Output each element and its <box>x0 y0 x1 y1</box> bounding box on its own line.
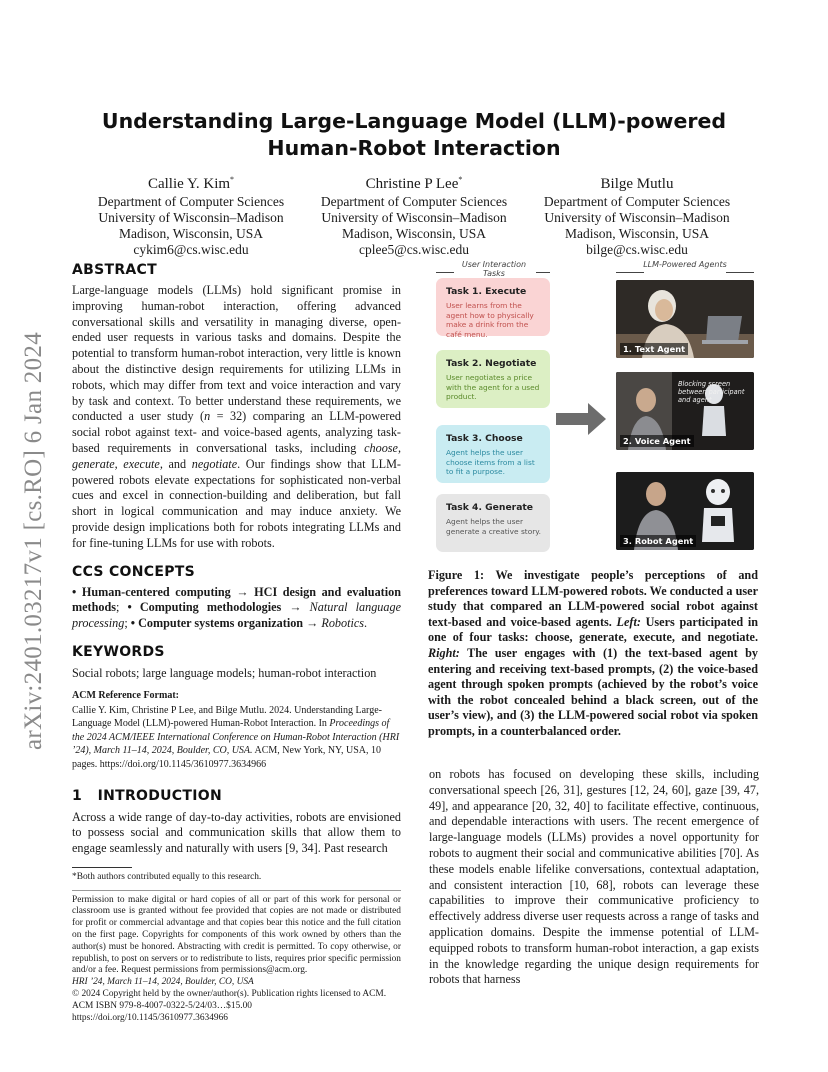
permission-rule <box>72 890 401 891</box>
author-location: Madison, Wisconsin, USA <box>119 226 263 241</box>
intro-heading: 1 INTRODUCTION <box>72 787 222 804</box>
abstract-text <box>72 283 401 552</box>
figure-caption <box>428 568 758 740</box>
author-mark: * <box>230 175 235 184</box>
author-name: Bilge Mutlu <box>600 176 674 192</box>
task-card-generate <box>436 494 550 552</box>
acm-ref-heading: ACM Reference Format: <box>72 689 179 701</box>
ccs-concept: • Human-centered computing → HCI design and evaluation methods <box>72 584 401 615</box>
author-name: Callie Y. Kim <box>147 176 231 192</box>
caption-part: Users participated in one of four tasks: choose, generate, execute, and negotiate. <box>428 614 758 645</box>
author-univ: University of Wisconsin–Madison <box>544 210 730 225</box>
abstract-heading: ABSTRACT <box>72 262 157 278</box>
ccs-sep: ; <box>124 616 131 631</box>
footnote-rule <box>72 867 132 868</box>
task-card-negotiate <box>436 350 550 408</box>
author-location: Madison, Wisconsin, USA <box>342 226 486 241</box>
author-email[interactable]: cplee5@cs.wisc.edu <box>359 242 469 257</box>
author-email[interactable]: bilge@cs.wisc.edu <box>586 242 688 257</box>
abstract-part: Large-language models (LLMs) hold significant promise in improving human-robot interaction, offering advanced conversational skills and versatility in managing diverse, open-ended user requests in various tasks and domains. Despite the potential to transform human-robot interaction, very little is known about the distinctive design requirements for utilizing LLMs in robots, which may differ from text and voice interaction and vary by task and context. To better understand these requirements, we conducted a user study ( <box>72 283 401 424</box>
author-univ: University of Wisconsin–Madison <box>321 210 507 225</box>
right-panel-heading: LLM-Powered Agents <box>643 260 727 269</box>
ccs-sep: ; <box>116 600 128 615</box>
abstract-n: n <box>204 409 211 424</box>
task-desc: Agent helps the user generate a creative story. <box>446 517 541 536</box>
author-univ: University of Wisconsin–Madison <box>98 210 284 225</box>
conference-line: HRI ’24, March 11–14, 2024, Boulder, CO, USA <box>72 977 254 988</box>
ccs-concept: • Computer systems organization → <box>130 616 319 631</box>
agent-label: 1. Text Agent <box>620 343 688 355</box>
keywords-heading: KEYWORDS <box>72 643 165 660</box>
caption-part: The user engages with (1) the text-based agent by entering and receiving text-based prompts, (2) the voice-based agent through spoken prompts (achieved by the robot’s voice with the robot concealed behind a black screen, out of the user’s view), and (3) the LLM-powered social robot via spoken prompts, in a counterbalanced order. <box>428 645 758 738</box>
left-column <box>72 262 401 1024</box>
intro-text: Across a wide range of day-to-day activities, robots are envisioned to possess social and communication skills that allow them to engage seamlessly and naturally with users [9, 34]. Past research <box>72 809 401 856</box>
agent-label: 2. Voice Agent <box>620 435 694 447</box>
task-desc: User negotiates a price with the agent for a used product. <box>446 373 540 401</box>
paper-title <box>70 108 758 162</box>
screen-note: Blocking screen between participant and agent <box>678 380 745 404</box>
author-block-2 <box>299 170 529 258</box>
task-name: Task 2. Negotiate <box>446 358 537 369</box>
figure-1 <box>428 258 758 558</box>
author-mark: * <box>458 175 463 184</box>
acm-ref-part: ACM, New York, NY, USA, 10 pages. https://doi.org/10.1145/3610977.3634966 <box>72 745 381 770</box>
acm-ref-part: Callie Y. Kim, Christine P Lee, and Bilge Mutlu. 2024. Understanding Large-Language Model (LLM)-powered Human-Robot Interaction. In <box>72 704 382 730</box>
left-panel-heading: User Interaction Tasks <box>461 260 527 278</box>
abstract-tasks: choose, generate, execute, <box>72 440 401 471</box>
task-card-choose <box>436 425 550 483</box>
right-head-rule <box>726 272 754 273</box>
abstract-part: and <box>162 456 192 471</box>
task-name: Task 4. Generate <box>446 502 534 513</box>
acm-ref-text <box>72 704 401 772</box>
title-line-2: Human-Robot Interaction <box>267 136 561 160</box>
agent-label: 3. Robot Agent <box>620 535 696 547</box>
isbn-line: ACM ISBN 979-8-4007-0322-5/24/03…$15.00 <box>72 1000 252 1011</box>
permission-notice: Permission to make digital or hard copies of all or part of this work for personal or classroom use is granted without fee provided that copies are not made or distributed for profit or commercial advantage and that copies bear this notice and the full citation on the first page. Copyrights for components of this work owned by others than the author(s) must be honored. Abstracting with credit is permitted. To copy otherwise, or republish, to post on servers or to redistribute to lists, requires prior specific permission and/or a fee. Request permissions from permissions@acm.org. <box>72 894 401 976</box>
abstract-negotiate: negotiate <box>191 456 238 471</box>
task-desc: Agent helps the user choose items from a list to fit a purpose. <box>446 448 535 476</box>
photo-robot-agent <box>616 472 754 550</box>
caption-part: Figure 1: We investigate people’s perceptions of and preferences toward LLM-powered robots. We conducted a user study that compared an LLM-powered social robot against text-based and voice-based agents. <box>428 568 758 629</box>
ccs-concept: • Computing methodologies → <box>127 600 302 615</box>
left-head-rule <box>536 272 550 273</box>
author-location: Madison, Wisconsin, USA <box>565 226 709 241</box>
arxiv-side-stamp: arXiv:2401.03217v1 [cs.RO] 6 Jan 2024 <box>20 332 47 750</box>
abstract-part: = 32) comparing an LLM-powered social robot against text- and voice-based agents, analyzing task-based requirements in conversational tasks, including <box>72 409 401 455</box>
caption-left-label: Left: <box>616 614 641 629</box>
title-line-1: Understanding Large-Language Model (LLM)-powered <box>101 109 727 133</box>
keywords-text: Social robots; large language models; human-robot interaction <box>72 665 377 680</box>
caption-right-label: Right: <box>428 645 460 660</box>
task-name: Task 3. Choose <box>446 433 523 444</box>
ccs-concept-leaf: Robotics <box>318 616 365 631</box>
photo-text-agent <box>616 280 754 358</box>
ccs-concept-leaf: Natural language processing <box>72 600 401 631</box>
right-arrow-icon <box>556 402 608 436</box>
doi-line[interactable]: https://doi.org/10.1145/3610977.3634966 <box>72 1012 228 1023</box>
right-head-rule <box>616 272 644 273</box>
ccs-heading: CCS CONCEPTS <box>72 563 195 580</box>
copyright-line: © 2024 Copyright held by the owner/author(s). Publication rights licensed to ACM. <box>72 989 387 1000</box>
ccs-sep: . <box>364 616 368 631</box>
task-card-execute <box>436 278 550 339</box>
photo-voice-agent <box>616 372 754 450</box>
task-desc: User learns from the agent how to physically make a drink from the café menu. <box>446 301 534 339</box>
author-dept: Department of Computer Sciences <box>543 194 731 209</box>
ccs-text <box>72 585 401 632</box>
author-dept: Department of Computer Sciences <box>320 194 508 209</box>
author-block-1 <box>76 170 306 258</box>
abstract-part: . Our findings show that LLM-powered robots elevate expectations for sophisticated non-verbal cues and excel in connection-building and deliberation, but fall short in logical communication and may induce anxiety. We provide design implications both for robots integrating LLMs and for fine-tuning LLMs for use with robots. <box>72 456 401 550</box>
intro-continued: on robots has focused on developing these skills, including conversational speech [26, 31], gestures [12, 24, 60], gaze [39, 47, 49], and appearance [20, 32, 40] to facilitate effective, continuous, and dependable interactions with users. The recent emergence of large-language models (LLMs) provides a novel opportunity for robots to augment their social and communicative abilities [70]. As these models enable lifelike conversations, contextual adaptation, and consistent interaction [10, 68], robots can leverage these capabilities to improve their communicative proficiency to effectively address diverse user requests across a range of tasks and application domains. Despite the immense potential of LLM-equipped robots to transform human-robot interaction, a gap exists in the knowledge regarding the unique design requirements for robots that harness <box>429 767 759 987</box>
acm-ref-venue: Proceedings of the 2024 ACM/IEEE International Conference on Human-Robot Interaction (HRI ’24), March 11–14, 2024, Boulder, CO, USA. <box>72 718 400 757</box>
footnote: *Both authors contributed equally to this research. <box>72 871 262 882</box>
author-email[interactable]: cykim6@cs.wisc.edu <box>133 242 249 257</box>
author-block-3 <box>522 170 752 258</box>
task-name: Task 1. Execute <box>446 286 527 297</box>
author-dept: Department of Computer Sciences <box>97 194 285 209</box>
author-name: Christine P Lee <box>365 176 459 192</box>
